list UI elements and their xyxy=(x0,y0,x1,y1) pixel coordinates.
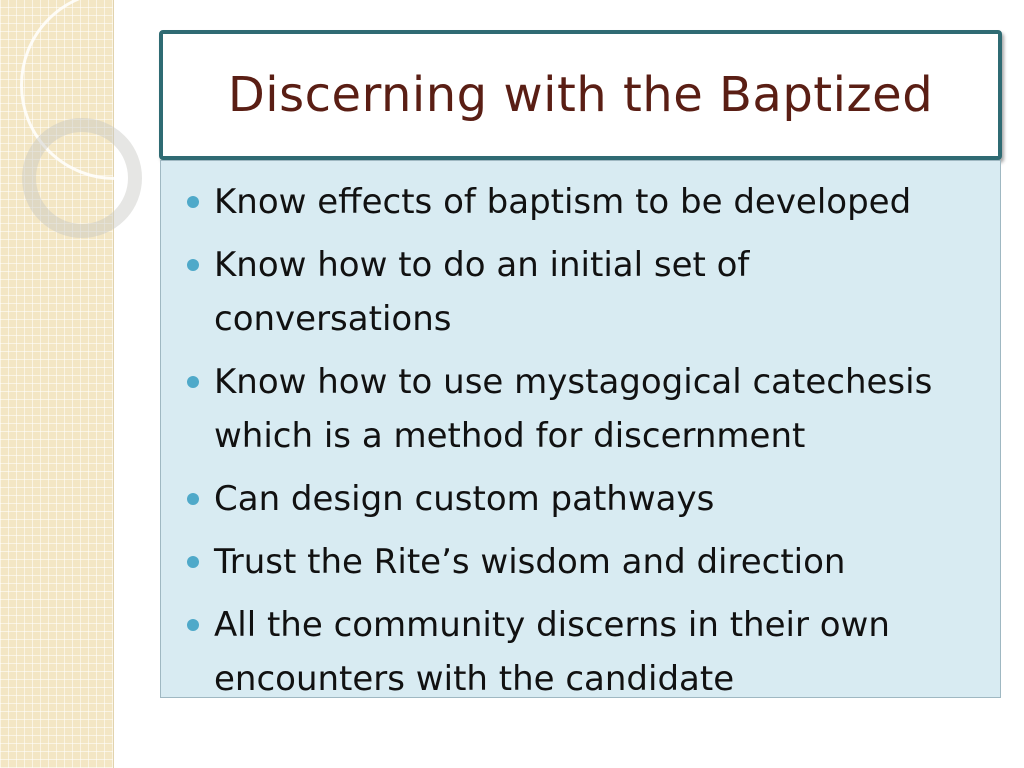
bullet-text: Know how to use mystagogical catechesis which is a method for discernment xyxy=(214,362,933,456)
bullet-text: Know effects of baptism to be developed xyxy=(214,182,912,222)
bullet-text: All the community discerns in their own encounters with the candidate xyxy=(214,605,890,699)
bullet-dot-icon xyxy=(187,376,199,388)
bullet-dot-icon xyxy=(187,259,199,271)
bullet-item xyxy=(187,175,990,229)
bullet-item xyxy=(187,535,990,589)
bullet-dot-icon xyxy=(187,556,199,568)
bullet-item xyxy=(187,598,990,706)
bullet-text: Can design custom pathways xyxy=(214,479,715,519)
bullet-text: Trust the Rite’s wisdom and direction xyxy=(214,542,846,582)
bullet-dot-icon xyxy=(187,619,199,631)
bullet-item xyxy=(187,355,990,463)
bullet-dot-icon xyxy=(187,493,199,505)
bullet-item xyxy=(187,472,990,526)
bullet-list xyxy=(161,161,1000,706)
bullet-text: Know how to do an initial set of conversations xyxy=(214,245,750,339)
bullet-dot-icon xyxy=(187,196,199,208)
bullet-item xyxy=(187,238,990,346)
content-box xyxy=(160,160,1001,698)
decorative-ring xyxy=(22,118,142,238)
title-box xyxy=(159,30,1002,160)
slide-title: Discerning with the Baptized xyxy=(227,67,934,123)
